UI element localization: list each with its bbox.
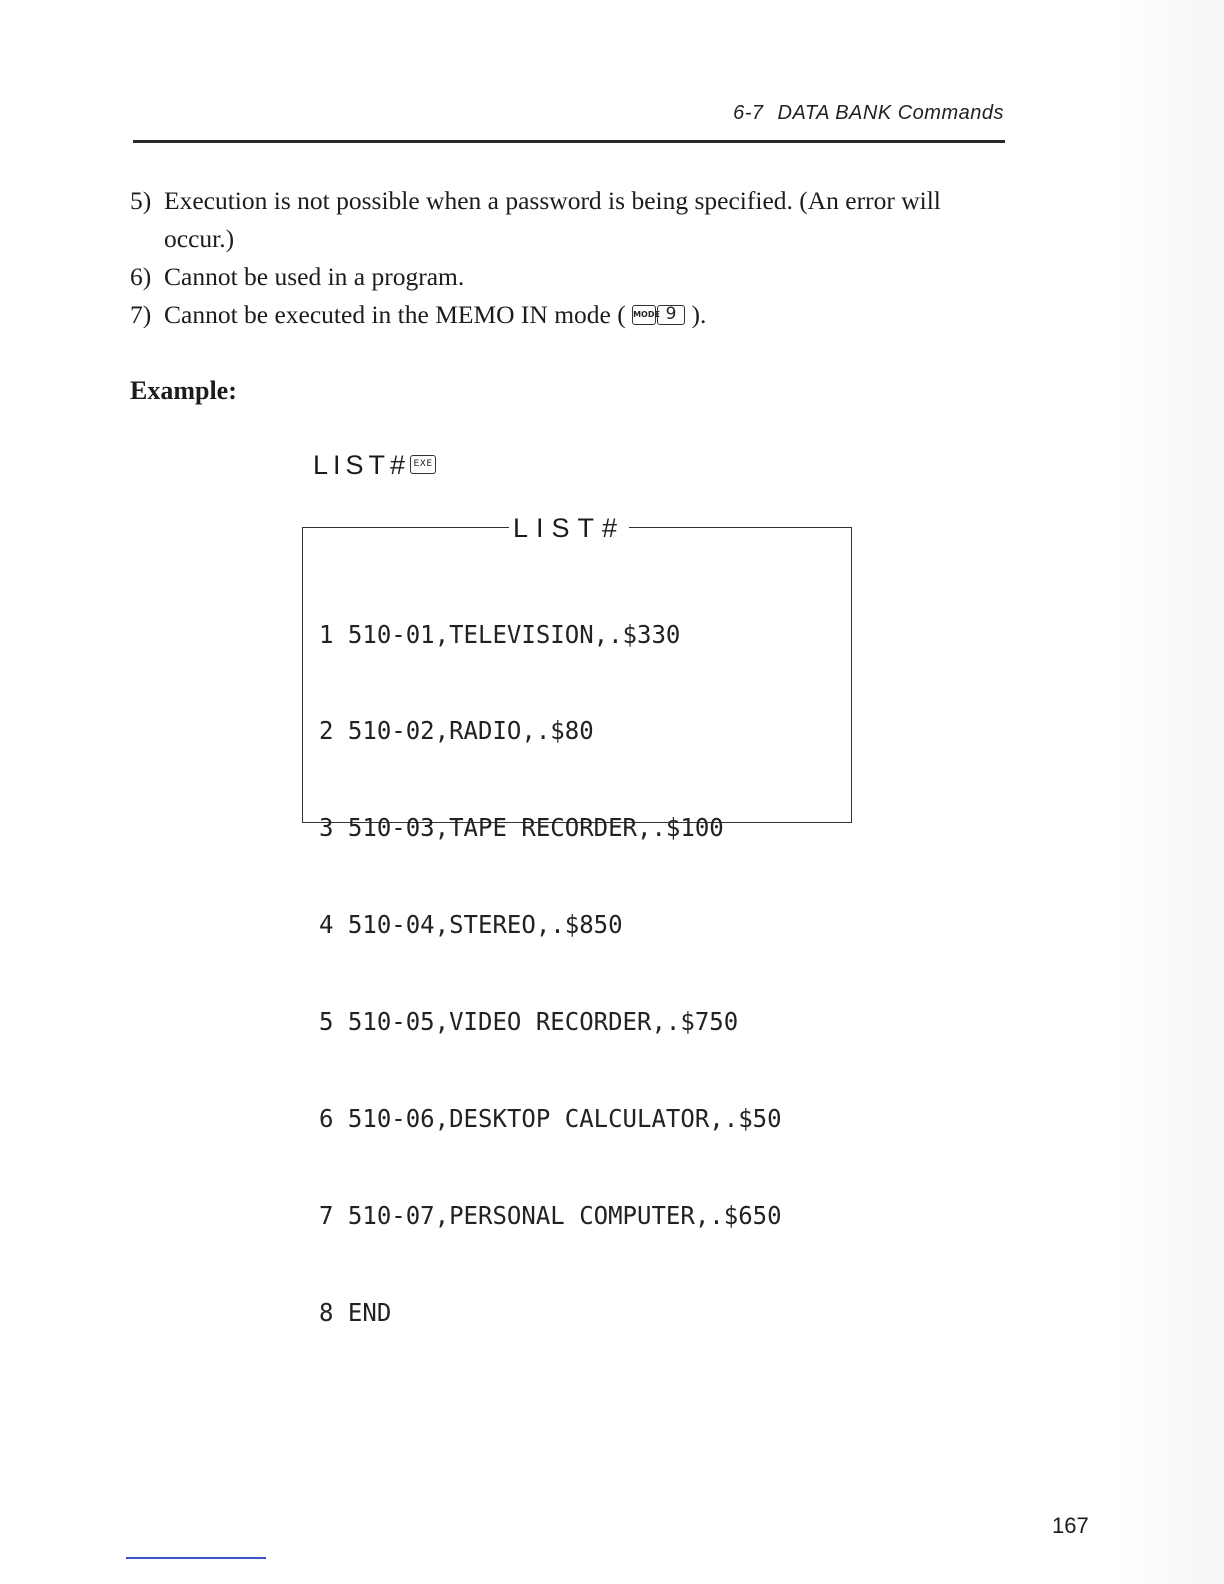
nine-key-icon: 9 xyxy=(657,305,685,325)
note-item xyxy=(130,296,1010,334)
screen-lines xyxy=(319,554,782,1394)
note-item xyxy=(130,182,1010,258)
screen-line: 2 510-02,RADIO,.$80 xyxy=(319,716,594,746)
section-number: 6-7 xyxy=(733,102,764,124)
screen-line: 5 510-05,VIDEO RECORDER,.$750 xyxy=(319,1007,739,1037)
command-text: LIST# xyxy=(313,450,411,480)
page-number: 167 xyxy=(1052,1513,1089,1538)
screen-line: 6 510-06,DESKTOP CALCULATOR,.$50 xyxy=(319,1104,782,1134)
section-title: DATA BANK Commands xyxy=(777,102,1004,124)
screen-title: LIST# xyxy=(509,514,629,542)
note-text-after: ). xyxy=(691,300,707,329)
header-rule xyxy=(133,140,1005,143)
lcd-screen-output xyxy=(302,513,852,1327)
note-number: 5) xyxy=(130,186,152,215)
note-number: 6) xyxy=(130,262,152,291)
running-header xyxy=(733,102,1004,125)
footer-divider xyxy=(126,1557,266,1559)
screen-line: 1 510-01,TELEVISION,.$330 xyxy=(319,619,681,649)
notes-list xyxy=(130,182,1010,334)
example-command xyxy=(313,450,436,481)
note-number: 7) xyxy=(130,300,152,329)
screen-line: 4 510-04,STEREO,.$850 xyxy=(319,910,623,940)
screen-line: 8 END xyxy=(319,1297,392,1327)
screen-line: 3 510-03,TAPE RECORDER,.$100 xyxy=(319,813,724,843)
exe-key-icon: EXE xyxy=(410,455,436,474)
note-item xyxy=(130,258,1010,296)
page-edge-shadow xyxy=(1114,0,1224,1584)
note-text: Execution is not possible when a password is being specified. (An error will occur.) xyxy=(164,186,941,253)
note-text: Cannot be used in a program. xyxy=(164,262,465,291)
note-text-before: Cannot be executed in the MEMO IN mode ( xyxy=(164,300,626,329)
example-heading: Example: xyxy=(130,376,237,405)
mode-key-icon: MODE xyxy=(632,305,656,325)
screen-line: 7 510-07,PERSONAL COMPUTER,.$650 xyxy=(319,1200,782,1230)
